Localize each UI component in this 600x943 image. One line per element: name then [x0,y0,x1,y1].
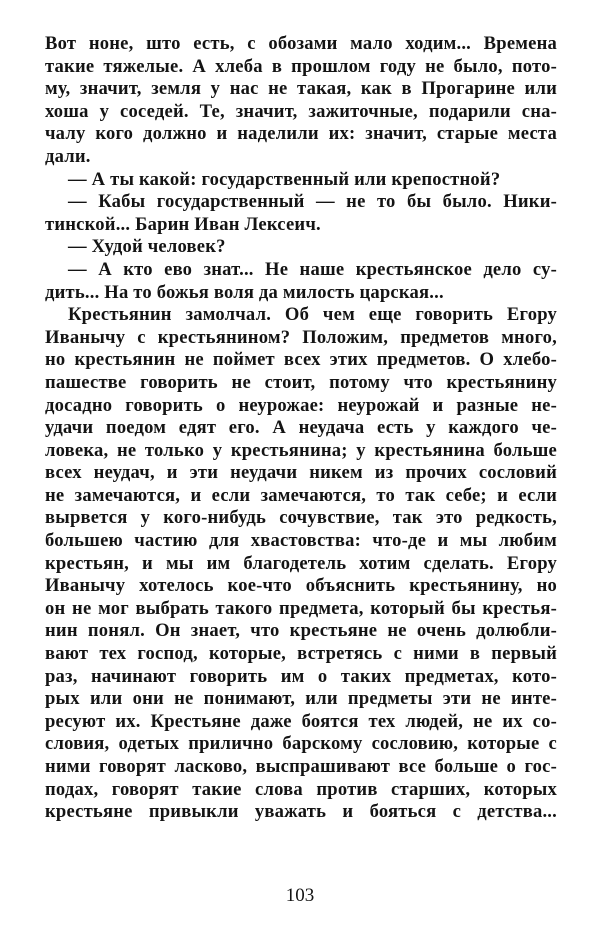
text-line: вают тех господ, которые, встретясь с ними в первый [45,643,557,665]
text-line: такие тяжелые. А хлеба в прошлом году не было, пото- [45,55,557,77]
text-line: тинской... Барин Иван Лексеич. [45,213,321,235]
text-line: не замечаются, и если замечаются, то так себе; и если [45,484,557,506]
text-line: дали. [45,145,91,167]
text-line: — А кто ево знат... Не наше крестьянское дело су- [68,258,557,280]
text-line: всех неудач, и эти неудачи никем из прочих сословий [45,462,557,484]
text-line: Крестьянин замолчал. Об чем еще говорить Егору [68,304,557,326]
text-line: Вот ноне, што есть, с обозами мало ходим... Времена [45,33,557,54]
text-line: му, значит, земля у нас не такая, как в Прогарине или [45,78,557,100]
text-line: но крестьянин не поймет всех этих предметов. О хлебо- [45,349,557,371]
text-line: Иванычу с крестьянином? Положим, предметов много, [45,326,557,348]
text-line: рых или они не понимают, или предметы эти не инте- [45,688,557,710]
text-line: — Худой человек? [68,236,226,258]
text-line: хоша у соседей. Те, значит, зажиточные, подарили сна- [45,100,557,122]
text-line: нин понял. Он знает, что крестьяне не очень долюбли- [45,620,557,642]
text-line: Иванычу хотелось кое-что объяснить крестьянину, но [45,575,557,597]
text-line: — Кабы государственный — не то бы было. Ники- [68,191,557,213]
text-line: ними говорят ласково, выспрашивают все больше о гос- [45,756,557,777]
text-line: дить... На то божья воля да милость царская... [45,281,444,303]
text-line: крестьяне привыкли уважать и бояться с детства... [45,801,557,823]
text-line: словия, одетых прилично барскому сословию, которые с [45,733,557,755]
text-line: крестьян, и мы им благодетель хотим сделать. Егору [45,552,557,574]
text-line: ловека, не только у крестьянина; у крестьянина больше [45,439,557,461]
text-line: ресуют их. Крестьяне даже боятся тех людей, не их со- [45,710,557,732]
text-line: подах, говорят такие слова против старших, которых [45,778,557,800]
text-line: удачи поедом едят его. А неудача есть у каждого че- [45,417,557,439]
text-line: — А ты какой: государственный или крепостной? [68,168,501,190]
text-line: большею частию для хвастовства: что-де и мы любим [45,530,557,552]
text-line: чалу кого должно и наделили их: значит, старые места [45,123,557,145]
page-body [45,33,557,824]
text-line: пашестве говорить не стоит, потому что крестьянину [45,371,557,393]
text-line: он не мог выбрать такого предмета, который бы крестья- [45,597,557,619]
page-number: 103 [285,885,315,906]
text-line: раз, начинают говорить им о таких предметах, кото- [45,665,557,687]
text-line: досадно говорить о неурожае: неурожай и разные не- [45,394,557,416]
text-line: вырвется у кого-нибудь сочувствие, так это редкость, [45,507,557,529]
